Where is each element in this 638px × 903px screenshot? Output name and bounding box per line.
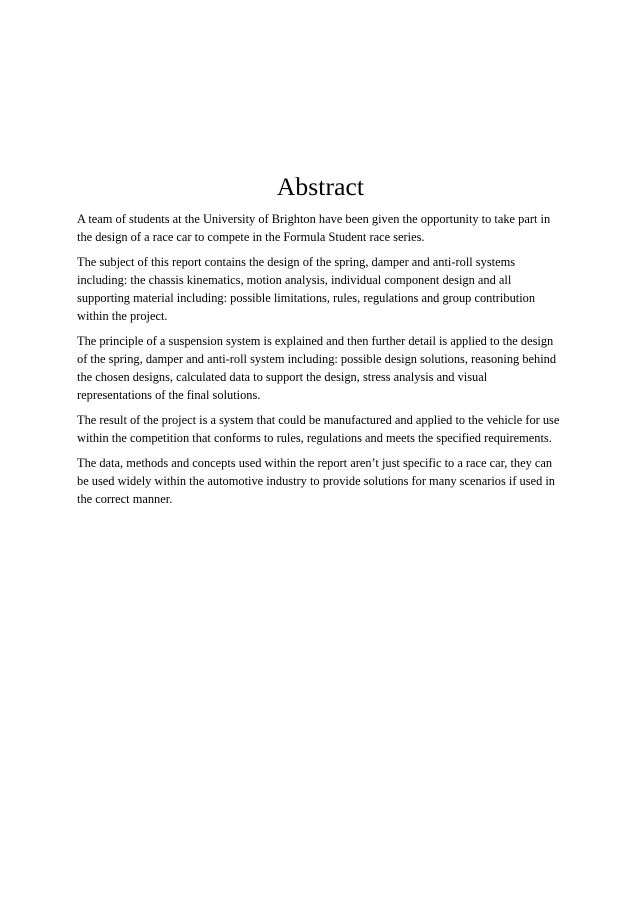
abstract-paragraph-1: A team of students at the University of Brighton have been given the opportunity to take part in the design of a race car to compete in the Formula Student race series. [77,212,551,244]
abstract-section [77,170,564,515]
abstract-paragraph-4: The result of the project is a system that could be manufactured and applied to the vehicle for use within the competition that conforms to rules, regulations and meets the specified requirements. [77,413,560,445]
abstract-heading: Abstract [276,172,365,201]
abstract-paragraph-5: The data, methods and concepts used within the report aren’t just specific to a race car, they can be used widely within the automotive industry to provide solutions for many scenarios if used in the correct manner. [77,456,555,506]
abstract-paragraph-3: The principle of a suspension system is explained and then further detail is applied to the design of the spring, damper and anti-roll system including: possible design solutions, reasoning behind the chosen designs, calculated data to support the design, stress analysis and visual representations of the final solutions. [77,334,557,402]
abstract-paragraph-2: The subject of this report contains the design of the spring, damper and anti-roll systems including: the chassis kinematics, motion analysis, individual component design and all supporting material including: possible limitations, rules, regulations and group contribution within the project. [77,255,536,323]
